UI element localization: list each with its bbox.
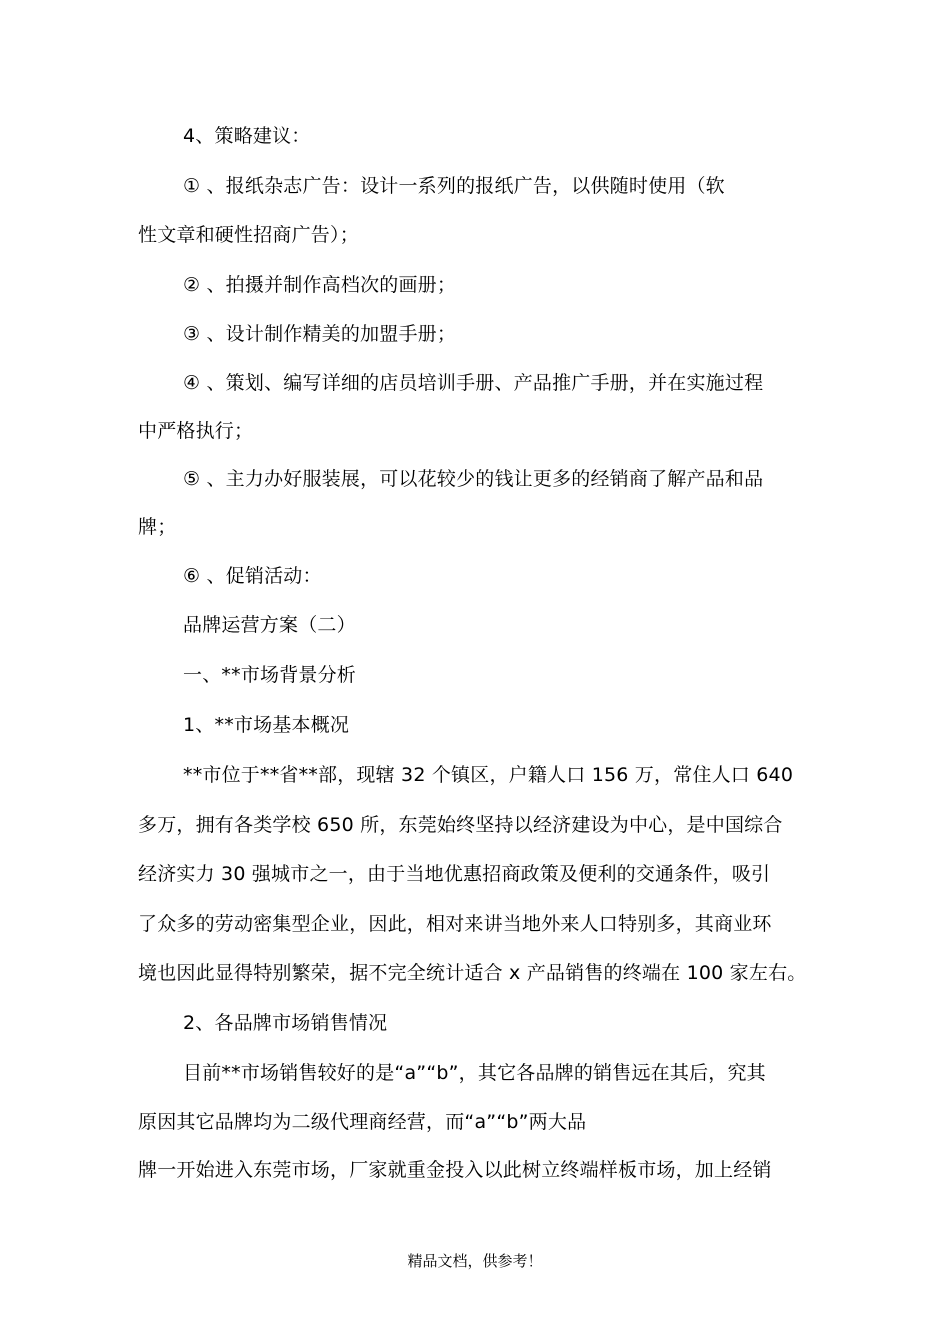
paragraph-line: 性文章和硬性招商广告）； bbox=[138, 224, 359, 246]
paragraph-line: ⑥ 、促销活动： bbox=[183, 565, 322, 587]
section-title: 品牌运营方案（二） bbox=[183, 614, 356, 636]
paragraph-line: **市位于**省**部，现辖 32 个镇区，户籍人口 156 万，常住人口 640 bbox=[183, 764, 794, 786]
paragraph-line: 了众多的劳动密集型企业，因此，相对来讲当地外来人口特别多，其商业环 bbox=[138, 913, 772, 935]
section-heading: 1、**市场基本概况 bbox=[183, 714, 350, 736]
paragraph-line: ① 、报纸杂志广告：设计一系列的报纸广告，以供随时使用（软 bbox=[183, 175, 725, 197]
paragraph-line: 中严格执行； bbox=[138, 420, 254, 442]
paragraph-line: ⑤ 、主力办好服装展，可以花较少的钱让更多的经销商了解产品和品 bbox=[183, 468, 764, 490]
section-heading: 一、**市场背景分析 bbox=[183, 664, 357, 686]
paragraph-line: 经济实力 30 强城市之一，由于当地优惠招商政策及便利的交通条件，吸引 bbox=[138, 863, 771, 885]
paragraph-line: ③ 、设计制作精美的加盟手册； bbox=[183, 323, 457, 345]
paragraph-line: 多万，拥有各类学校 650 所，东莞始终坚持以经济建设为中心，是中国综合 bbox=[138, 814, 783, 836]
paragraph-line: ② 、拍摄并制作高档次的画册； bbox=[183, 274, 457, 296]
paragraph-line: 原因其它品牌均为二级代理商经营，而“a”“b”两大品 bbox=[138, 1111, 587, 1133]
paragraph-line: 目前**市场销售较好的是“a”“b”，其它各品牌的销售远在其后，究其 bbox=[183, 1062, 766, 1084]
paragraph-line: 牌； bbox=[138, 516, 177, 538]
section-heading: 2、各品牌市场销售情况 bbox=[183, 1012, 388, 1034]
section-heading-strategy: 4、策略建议： bbox=[183, 125, 311, 147]
paragraph-line: ④ 、策划、编写详细的店员培训手册、产品推广手册，并在实施过程 bbox=[183, 372, 764, 394]
paragraph-line: 境也因此显得特别繁荣，据不完全统计适合 x 产品销售的终端在 100 家左右。 bbox=[138, 962, 807, 984]
page-footer: 精品文档，供参考！ bbox=[407, 1252, 543, 1270]
paragraph-line: 牌一开始进入东莞市场，厂家就重金投入以此树立终端样板市场，加上经销 bbox=[138, 1159, 772, 1181]
